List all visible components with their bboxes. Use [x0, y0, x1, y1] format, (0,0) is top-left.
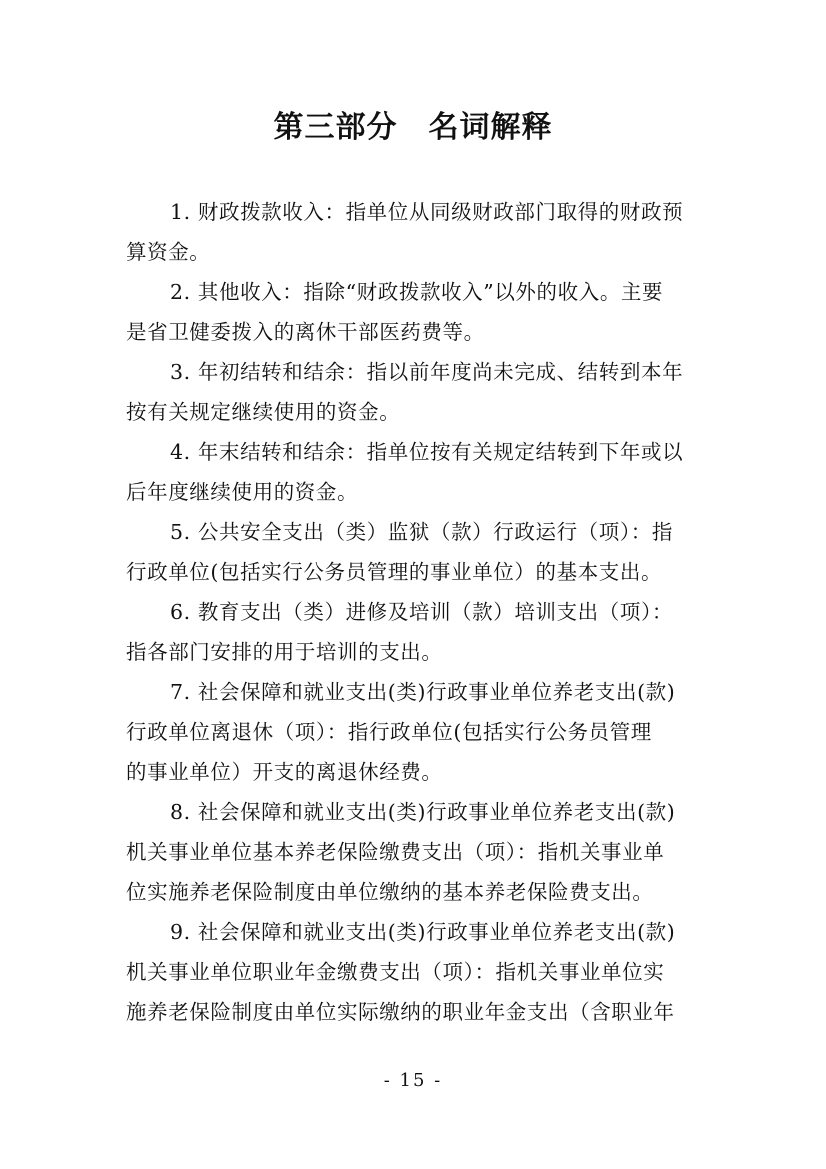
- definition-line: 指各部门安排的用于培训的支出。: [126, 640, 443, 664]
- definition-line: 2. 其他收入：指除“财政拨款收入”以外的收入。主要: [170, 280, 664, 304]
- definition-line: 的事业单位）开支的离退休经费。: [126, 760, 443, 784]
- definition-line: 6. 教育支出（类）进修及培训（款）培训支出（项）：: [170, 600, 673, 624]
- definition-line: 8. 社会保障和就业支出(类)行政事业单位养老支出(款): [170, 800, 676, 824]
- definition-line: 行政单位(包括实行公务员管理的事业单位）的基本支出。: [126, 560, 663, 584]
- definition-line: 机关事业单位职业年金缴费支出（项）：指机关事业单位实: [126, 960, 665, 984]
- definition-item: [126, 672, 716, 792]
- definition-line: 算资金。: [126, 240, 211, 264]
- definition-item: [126, 512, 716, 592]
- definition-line: 是省卫健委拨入的离休干部医药费等。: [126, 320, 485, 344]
- definition-line: 按有关规定继续使用的资金。: [126, 400, 401, 424]
- page-title: 第三部分 名词解释: [273, 110, 553, 145]
- definition-line: 位实施养老保险制度由单位缴纳的基本养老保险费支出。: [126, 880, 654, 904]
- definition-item: [126, 432, 716, 512]
- definition-line: 后年度继续使用的资金。: [126, 480, 359, 504]
- definition-line: 机关事业单位基本养老保险缴费支出（项）：指机关事业单: [126, 840, 665, 864]
- definition-line: 3. 年初结转和结余：指以前年度尚未完成、结转到本年: [170, 360, 684, 384]
- page-number: - 15 -: [383, 1070, 443, 1091]
- definition-item: [126, 272, 716, 352]
- definition-line: 4. 年末结转和结余：指单位按有关规定结转到下年或以: [170, 440, 684, 464]
- definitions-list: [126, 192, 716, 1032]
- definition-line: 5. 公共安全支出（类）监狱（款）行政运行（项）：指: [170, 520, 673, 544]
- definition-item: [126, 912, 716, 1032]
- definition-line: 9. 社会保障和就业支出(类)行政事业单位养老支出(款): [170, 920, 676, 944]
- definition-line: 1. 财政拨款收入：指单位从同级财政部门取得的财政预: [170, 200, 684, 224]
- definition-line: 7. 社会保障和就业支出(类)行政事业单位养老支出(款): [170, 680, 676, 704]
- definition-item: [126, 352, 716, 432]
- definition-line: 施养老保险制度由单位实际缴纳的职业年金支出（含职业年: [126, 1000, 675, 1024]
- definition-item: [126, 192, 716, 272]
- definition-item: [126, 592, 716, 672]
- definition-item: [126, 792, 716, 912]
- definition-line: 行政单位离退休（项）：指行政单位(包括实行公务员管理: [126, 720, 652, 744]
